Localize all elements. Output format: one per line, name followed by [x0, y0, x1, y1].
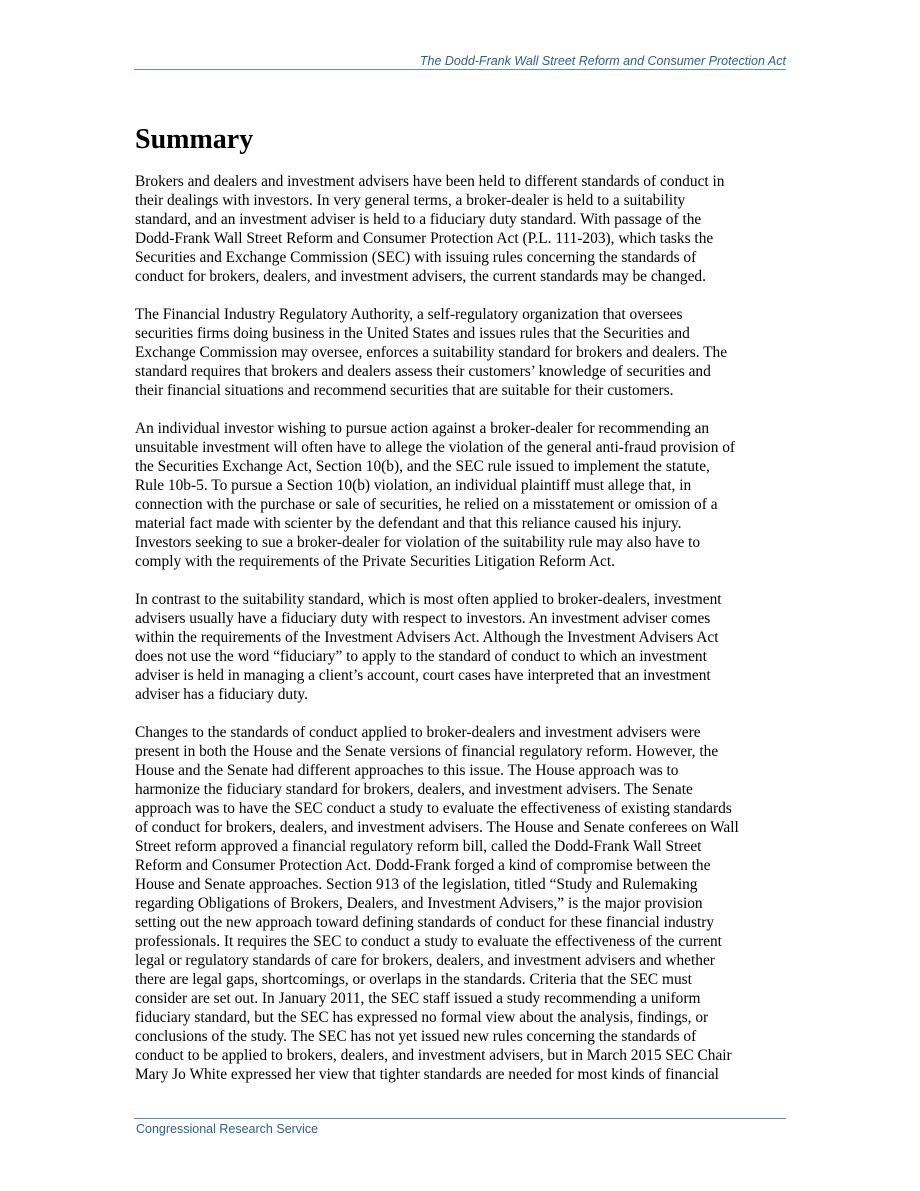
text-line: House and the Senate had different approaches to this issue. The House approach was to	[135, 762, 679, 779]
text-line: connection with the purchase or sale of securities, he relied on a misstatement or omission of a	[135, 496, 718, 513]
text-line: the Securities Exchange Act, Section 10(b), and the SEC rule issued to implement the statute,	[135, 458, 710, 475]
running-header: The Dodd-Frank Wall Street Reform and Consumer Protection Act	[419, 54, 786, 68]
body-text	[135, 172, 791, 1103]
text-line: Exchange Commission may oversee, enforces a suitability standard for brokers and dealers. The	[135, 344, 728, 361]
text-line: their financial situations and recommend securities that are suitable for their customers.	[135, 382, 674, 399]
text-line: regarding Obligations of Brokers, Dealers, and Investment Advisers,” is the major provision	[135, 895, 703, 912]
text-line: harmonize the fiduciary standard for brokers, dealers, and investment advisers. The Senate	[135, 781, 693, 798]
text-line: fiduciary standard, but the SEC has expressed no formal view about the analysis, findings, or	[135, 1009, 709, 1026]
text-line: Dodd-Frank Wall Street Reform and Consumer Protection Act (P.L. 111-203), which tasks the	[135, 230, 714, 247]
header-divider	[134, 69, 786, 70]
text-line: Investors seeking to sue a broker-dealer for violation of the suitability rule may also have to	[135, 534, 701, 551]
text-line: conduct for brokers, dealers, and investment advisers, the current standards may be changed.	[135, 268, 706, 285]
text-line: setting out the new approach toward defining standards of conduct for these financial industry	[135, 914, 715, 931]
text-line: legal or regulatory standards of care for brokers, dealers, and investment advisers and whether	[135, 952, 715, 969]
text-line: adviser has a fiduciary duty.	[135, 686, 308, 703]
text-line: The Financial Industry Regulatory Authority, a self-regulatory organization that oversees	[135, 306, 683, 323]
text-line: Changes to the standards of conduct applied to broker-dealers and investment advisers were	[135, 724, 701, 741]
text-line: present in both the House and the Senate versions of financial regulatory reform. However, the	[135, 743, 719, 760]
paragraph	[135, 590, 791, 704]
text-line: House and Senate approaches. Section 913 of the legislation, titled “Study and Rulemaking	[135, 876, 698, 893]
text-line: standard, and an investment adviser is held to a fiduciary duty standard. With passage of the	[135, 211, 702, 228]
running-footer: Congressional Research Service	[136, 1122, 319, 1136]
text-line: conclusions of the study. The SEC has not yet issued new rules concerning the standards of	[135, 1028, 697, 1045]
text-line: approach was to have the SEC conduct a study to evaluate the effectiveness of existing standards	[135, 800, 732, 817]
text-line: An individual investor wishing to pursue action against a broker-dealer for recommending an	[135, 420, 710, 437]
text-line: Rule 10b-5. To pursue a Section 10(b) violation, an individual plaintiff must allege that, in	[135, 477, 692, 494]
text-line: material fact made with scienter by the defendant and that this reliance caused his injury.	[135, 515, 682, 532]
text-line: adviser is held in managing a client’s account, court cases have interpreted that an investment	[135, 667, 711, 684]
text-line: professionals. It requires the SEC to conduct a study to evaluate the effectiveness of the current	[135, 933, 722, 950]
paragraph	[135, 723, 791, 1084]
text-line: Brokers and dealers and investment advisers have been held to different standards of conduct in	[135, 173, 725, 190]
text-line: there are legal gaps, shortcomings, or overlaps in the standards. Criteria that the SEC must	[135, 971, 692, 988]
text-line: unsuitable investment will often have to allege the violation of the general anti-fraud provision of	[135, 439, 736, 456]
section-heading: Summary	[135, 124, 254, 155]
text-line: of conduct for brokers, dealers, and investment advisers. The House and Senate conferees on Wall	[135, 819, 739, 836]
text-line: consider are set out. In January 2011, the SEC staff issued a study recommending a uniform	[135, 990, 701, 1007]
text-line: Reform and Consumer Protection Act. Dodd-Frank forged a kind of compromise between the	[135, 857, 711, 874]
text-line: In contrast to the suitability standard, which is most often applied to broker-dealers, investment	[135, 591, 722, 608]
text-line: comply with the requirements of the Private Securities Litigation Reform Act.	[135, 553, 615, 570]
text-line: advisers usually have a fiduciary duty with respect to investors. An investment adviser comes	[135, 610, 711, 627]
text-line: conduct to be applied to brokers, dealers, and investment advisers, but in March 2015 SEC Chair	[135, 1047, 732, 1064]
footer-divider	[134, 1118, 786, 1119]
text-line: Mary Jo White expressed her view that tighter standards are needed for most kinds of financial	[135, 1066, 719, 1083]
text-line: their dealings with investors. In very general terms, a broker-dealer is held to a suitability	[135, 192, 686, 209]
text-line: standard requires that brokers and dealers assess their customers’ knowledge of securities and	[135, 363, 711, 380]
text-line: Street reform approved a financial regulatory reform bill, called the Dodd-Frank Wall Street	[135, 838, 702, 855]
text-line: securities firms doing business in the United States and issues rules that the Securities and	[135, 325, 690, 342]
text-line: does not use the word “fiduciary” to apply to the standard of conduct to which an investment	[135, 648, 707, 665]
text-line: Securities and Exchange Commission (SEC) with issuing rules concerning the standards of	[135, 249, 697, 266]
text-line: within the requirements of the Investment Advisers Act. Although the Investment Advisers Act	[135, 629, 719, 646]
paragraph	[135, 305, 791, 400]
paragraph	[135, 419, 791, 571]
paragraph	[135, 172, 791, 286]
